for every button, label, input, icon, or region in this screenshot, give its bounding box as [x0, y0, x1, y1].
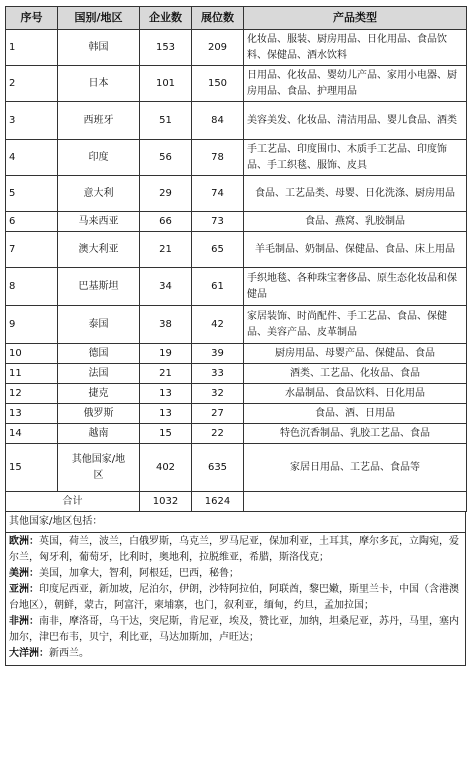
- notes-line-africa: [9, 614, 462, 646]
- row-products: 日用品、化妆品、婴幼儿产品、家用小电器、厨房用品、食品、护理用品: [244, 66, 467, 102]
- region-countries: 英国，荷兰，波兰，白俄罗斯，乌克兰，罗马尼亚，保加利亚，土耳其，摩尔多瓦，立陶宛，爱尔兰，匈牙利，葡萄牙，比利时，奥地利，拉脱维亚，希腊，斯洛伐克；: [9, 536, 459, 563]
- notes-header: 其他国家/地区包括：: [6, 512, 465, 533]
- row-no: 1: [6, 30, 58, 66]
- row-products: 家居装饰、时尚配件、手工艺品、食品、保健品、美容产品、皮革制品: [244, 306, 467, 344]
- row-booths: 42: [192, 306, 244, 344]
- row-no: 7: [6, 232, 58, 268]
- table-row: [6, 212, 467, 232]
- row-no: 15: [6, 444, 58, 492]
- row-products: 美容美发、化妆品、清洁用品、婴儿食品、酒类: [244, 102, 467, 140]
- table-row: [6, 140, 467, 176]
- notes-body: [6, 533, 465, 665]
- row-booths: 635: [192, 444, 244, 492]
- row-booths: 65: [192, 232, 244, 268]
- region-countries: 新西兰。: [49, 648, 89, 659]
- row-country: 俄罗斯: [58, 404, 140, 424]
- row-no: 2: [6, 66, 58, 102]
- row-booths: 61: [192, 268, 244, 306]
- row-country: 印度: [58, 140, 140, 176]
- table-row: [6, 30, 467, 66]
- notes-line-americas: [9, 566, 462, 582]
- row-no: 3: [6, 102, 58, 140]
- table-row: [6, 364, 467, 384]
- row-booths: 32: [192, 384, 244, 404]
- row-companies: 29: [140, 176, 192, 212]
- exhibitor-table-container: [5, 6, 466, 666]
- row-booths: 33: [192, 364, 244, 384]
- total-label: 合计: [6, 492, 140, 512]
- row-country: 德国: [58, 344, 140, 364]
- table-row: [6, 444, 467, 492]
- row-no: 14: [6, 424, 58, 444]
- row-companies: 56: [140, 140, 192, 176]
- row-no: 12: [6, 384, 58, 404]
- region-countries: 美国，加拿大，智利，阿根廷，巴西，秘鲁；: [39, 568, 239, 579]
- notes-line-oceania: [9, 646, 462, 662]
- row-country: 捷克: [58, 384, 140, 404]
- row-country: 越南: [58, 424, 140, 444]
- row-no: 11: [6, 364, 58, 384]
- row-booths: 209: [192, 30, 244, 66]
- row-country: 马来西亚: [58, 212, 140, 232]
- row-products: 家居日用品、工艺品、食品等: [244, 444, 467, 492]
- region-label: 非洲：: [9, 616, 39, 627]
- row-companies: 15: [140, 424, 192, 444]
- row-companies: 21: [140, 232, 192, 268]
- table-row: [6, 404, 467, 424]
- row-products: 化妆品、服装、厨房用品、日化用品、食品饮料、保健品、酒水饮料: [244, 30, 467, 66]
- col-header-companies: 企业数: [140, 7, 192, 30]
- row-companies: 66: [140, 212, 192, 232]
- region-label: 美洲：: [9, 568, 39, 579]
- table-row: [6, 344, 467, 364]
- row-country: 其他国家/地区: [58, 444, 140, 492]
- table-row: [6, 384, 467, 404]
- table-header-row: [6, 7, 467, 30]
- row-country: 澳大利亚: [58, 232, 140, 268]
- row-no: 9: [6, 306, 58, 344]
- row-companies: 13: [140, 384, 192, 404]
- row-products: 水晶制品、食品饮料、日化用品: [244, 384, 467, 404]
- col-header-country: 国别/地区: [58, 7, 140, 30]
- region-label: 欧洲：: [9, 536, 39, 547]
- row-products: 手织地毯、各种珠宝奢侈品、原生态化妆品和保健品: [244, 268, 467, 306]
- row-booths: 150: [192, 66, 244, 102]
- row-no: 10: [6, 344, 58, 364]
- row-no: 8: [6, 268, 58, 306]
- col-header-booths: 展位数: [192, 7, 244, 30]
- row-companies: 101: [140, 66, 192, 102]
- row-country: 法国: [58, 364, 140, 384]
- col-header-no: 序号: [6, 7, 58, 30]
- row-booths: 84: [192, 102, 244, 140]
- total-row: [6, 492, 467, 512]
- row-no: 5: [6, 176, 58, 212]
- table-row: [6, 66, 467, 102]
- notes-line-asia: [9, 582, 462, 614]
- row-booths: 22: [192, 424, 244, 444]
- table-row: [6, 176, 467, 212]
- row-companies: 13: [140, 404, 192, 424]
- row-products: 食品、酒、日用品: [244, 404, 467, 424]
- row-no: 13: [6, 404, 58, 424]
- row-country: 泰国: [58, 306, 140, 344]
- row-no: 4: [6, 140, 58, 176]
- row-products: 食品、燕窝、乳胶制品: [244, 212, 467, 232]
- total-booths: 1624: [192, 492, 244, 512]
- row-products: 羊毛制品、奶制品、保健品、食品、床上用品: [244, 232, 467, 268]
- row-companies: 21: [140, 364, 192, 384]
- row-products: 食品、工艺品类、母婴、日化洗涤、厨房用品: [244, 176, 467, 212]
- row-booths: 27: [192, 404, 244, 424]
- row-companies: 153: [140, 30, 192, 66]
- row-companies: 402: [140, 444, 192, 492]
- row-companies: 51: [140, 102, 192, 140]
- row-companies: 38: [140, 306, 192, 344]
- row-products: 特色沉香制品、乳胶工艺品、食品: [244, 424, 467, 444]
- table-row: [6, 232, 467, 268]
- col-header-products: 产品类型: [244, 7, 467, 30]
- region-countries: 印度尼西亚，新加坡，尼泊尔，伊朗，沙特阿拉伯，阿联酋，黎巴嫩，斯里兰卡，中国（含港澳台地区），朝鲜，蒙古，阿富汗，柬埔寨，也门，叙利亚，缅甸，约旦，孟加拉国；: [9, 584, 459, 611]
- row-booths: 78: [192, 140, 244, 176]
- table-row: [6, 102, 467, 140]
- exhibitor-table: [5, 6, 467, 512]
- row-country: 韩国: [58, 30, 140, 66]
- region-label: 亚洲：: [9, 584, 39, 595]
- row-country: 西班牙: [58, 102, 140, 140]
- row-no: 6: [6, 212, 58, 232]
- total-products: [244, 492, 467, 512]
- row-booths: 74: [192, 176, 244, 212]
- notes-line-europe: [9, 534, 462, 566]
- row-companies: 19: [140, 344, 192, 364]
- row-products: 手工艺品、印度围巾、木质手工艺品、印度饰品、手工织毯、服饰、皮具: [244, 140, 467, 176]
- row-products: 厨房用品、母婴产品、保健品、食品: [244, 344, 467, 364]
- total-companies: 1032: [140, 492, 192, 512]
- table-row: [6, 424, 467, 444]
- row-companies: 34: [140, 268, 192, 306]
- row-products: 酒类、工艺品、化妆品、食品: [244, 364, 467, 384]
- row-country: 日本: [58, 66, 140, 102]
- row-booths: 73: [192, 212, 244, 232]
- row-country: 意大利: [58, 176, 140, 212]
- row-country: 巴基斯坦: [58, 268, 140, 306]
- table-row: [6, 268, 467, 306]
- row-booths: 39: [192, 344, 244, 364]
- region-label: 大洋洲：: [9, 648, 49, 659]
- other-countries-notes: [5, 512, 466, 666]
- table-row: [6, 306, 467, 344]
- region-countries: 南非，摩洛哥，乌干达，突尼斯，肯尼亚，埃及，赞比亚，加纳，坦桑尼亚，苏丹，马里，塞内加尔，津巴布韦，贝宁，利比亚，马达加斯加，卢旺达；: [9, 616, 459, 643]
